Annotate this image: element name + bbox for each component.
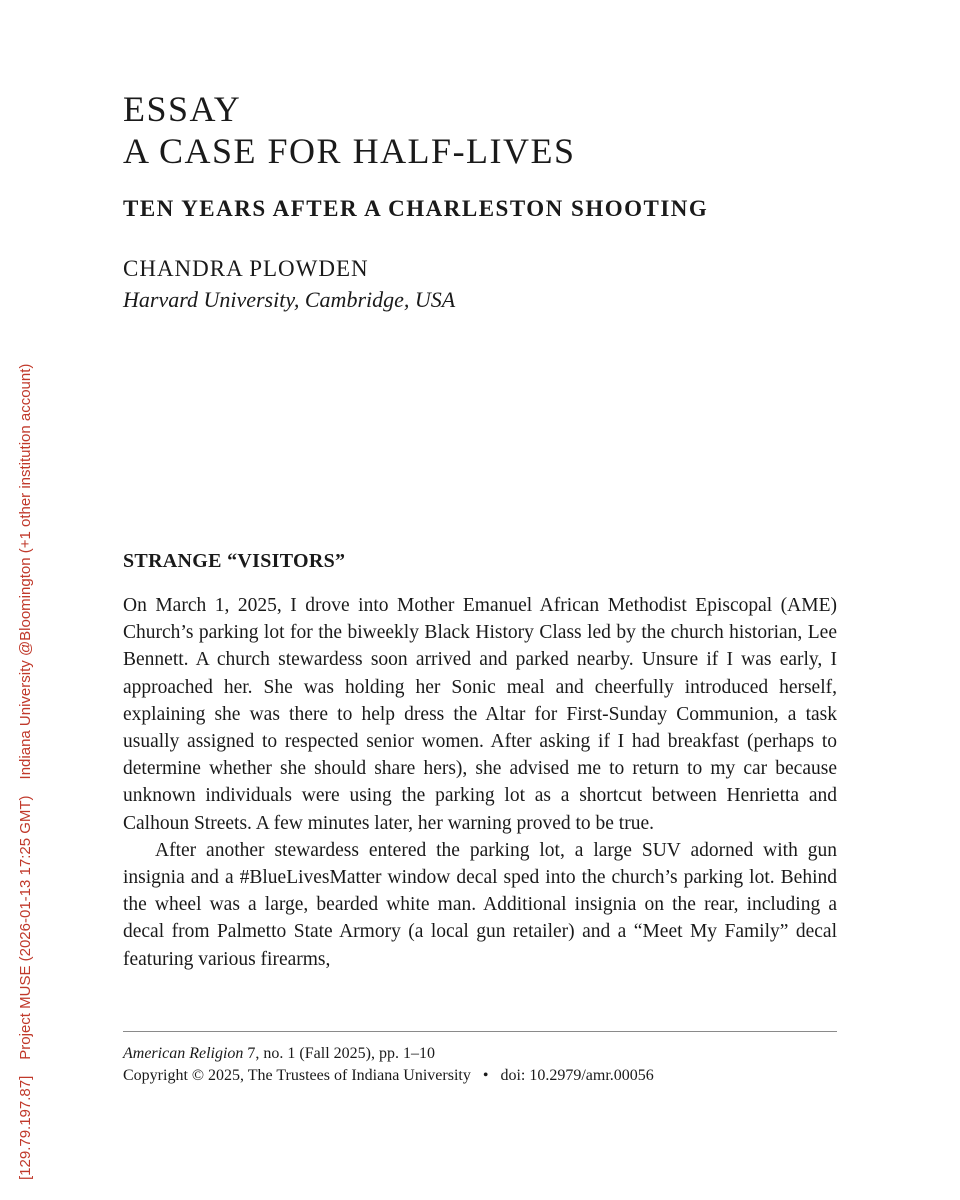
paragraph: On March 1, 2025, I drove into Mother Emanuel African Methodist Episcopal (AME) Church’s parking lot for the biweekly Black History Class led by the church historian, Lee Bennett. A church stewardess soon arrived and parked nearby. Unsure if I was early, I approached her. She was holding her Sonic meal and cheerfully introduced herself, explaining she was there to help dress the Altar for First-Sunday Communion, a task usually assigned to respected senior women. After asking if I had breakfast (perhaps to determine whether she should share hers), she advised me to return to my car because unknown individuals were using the parking lot as a shortcut between Henrietta and Calhoun Streets. A few minutes later, her warning proved to be true. — [123, 595, 837, 834]
copyright-text: Copyright © 2025, The Trustees of Indiana University — [123, 1067, 471, 1084]
citation-footer — [123, 1043, 654, 1087]
article-title: A CASE FOR HALF-LIVES — [123, 131, 576, 171]
access-watermark — [16, 220, 36, 1180]
author-name: CHANDRA PLOWDEN — [123, 256, 369, 281]
author-block — [123, 253, 455, 315]
citation-line — [123, 1043, 654, 1065]
citation-details: 7, no. 1 (Fall 2025), pp. 1–10 — [243, 1045, 435, 1062]
watermark-source: Project MUSE (2026-01-13 17:25 GMT) — [17, 795, 34, 1060]
bullet-separator: • — [482, 1067, 489, 1084]
footer-divider — [123, 1031, 837, 1032]
copyright-line — [123, 1065, 654, 1087]
title-block — [123, 88, 843, 172]
watermark-ip: [129.79.197.87] — [17, 1075, 34, 1180]
article-subtitle: TEN YEARS AFTER A CHARLESTON SHOOTING — [123, 196, 709, 221]
journal-name: American Religion — [123, 1045, 244, 1062]
section-label: ESSAY — [123, 89, 242, 129]
watermark-institution: Indiana University @Bloomington (+1 other institution account) — [17, 363, 34, 780]
author-affiliation: Harvard University, Cambridge, USA — [123, 287, 456, 312]
section-heading: STRANGE “VISITORS” — [123, 550, 346, 572]
body-text — [123, 592, 837, 973]
paragraph: After another stewardess entered the parking lot, a large SUV adorned with gun insignia and a #BlueLivesMatter window decal sped into the church’s parking lot. Behind the wheel was a large, bearded white man. Additional insignia on the rear, including a decal from Palmetto State Armory (a local gun retailer) and a “Meet My Family” decal featuring various firearms, — [123, 839, 837, 970]
doi-text: doi: 10.2979/amr.00056 — [500, 1067, 654, 1084]
